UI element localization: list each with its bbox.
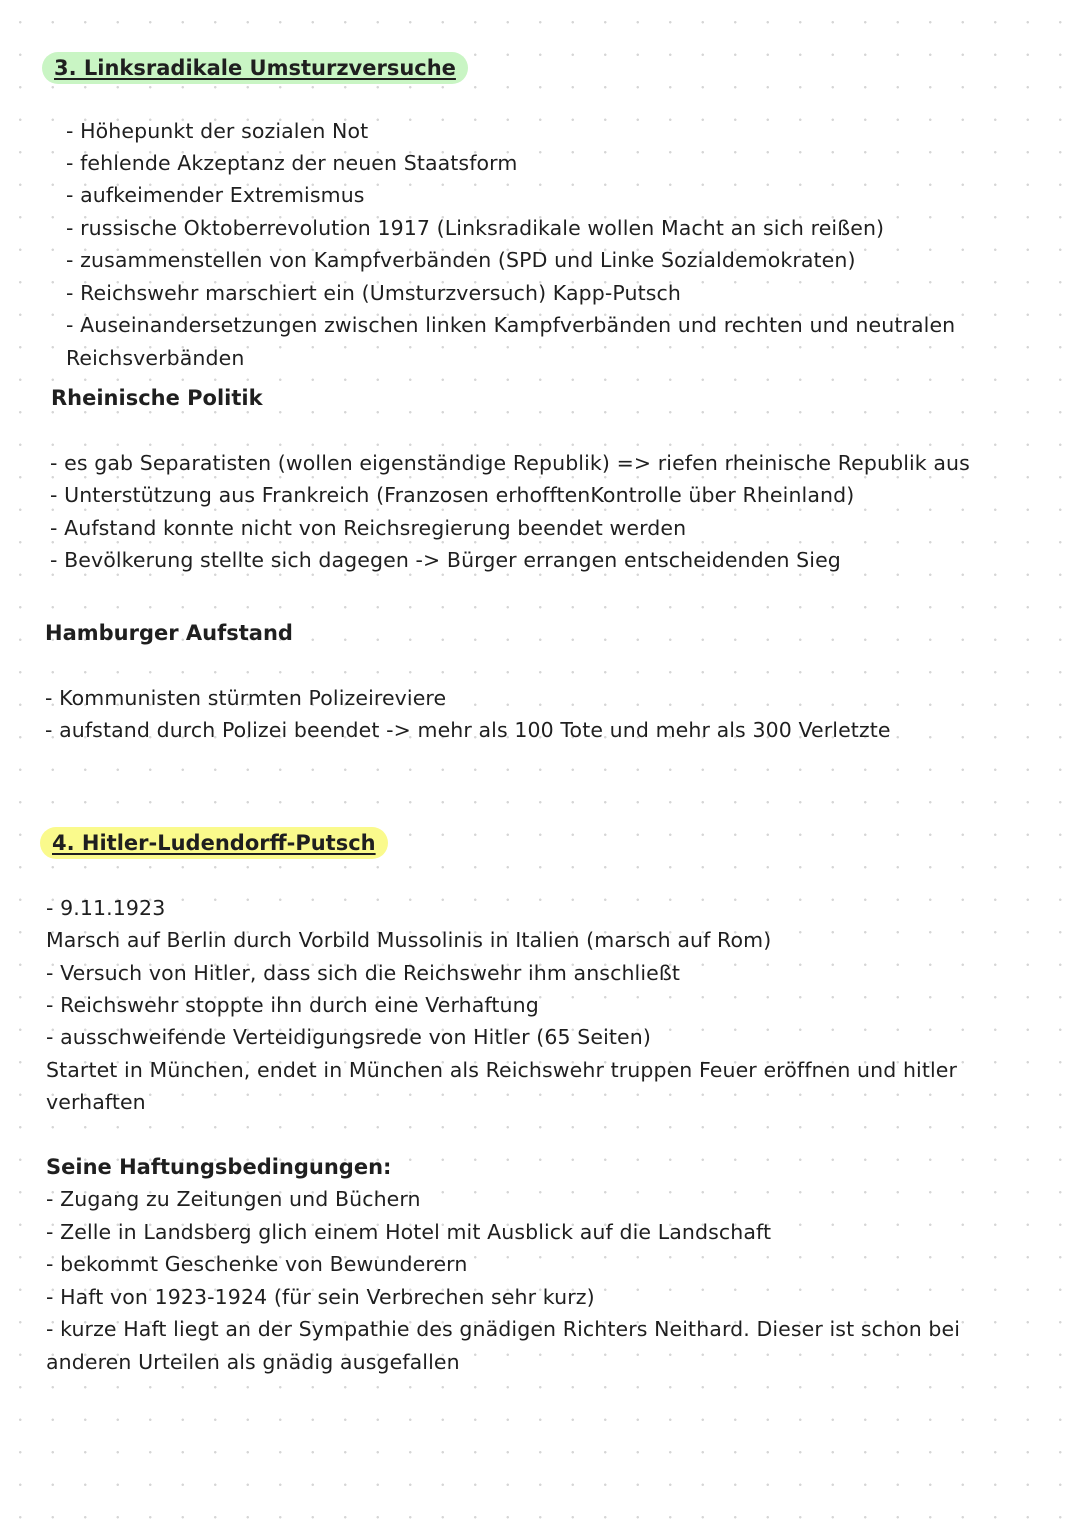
section-4-line: - Reichswehr stoppte ihn durch eine Verhaftung — [46, 993, 539, 1017]
section-3-bullet: - fehlende Akzeptanz der neuen Staatsform — [66, 151, 518, 175]
hamburg-bullet: - aufstand durch Polizei beendet -> mehr als 100 Tote und mehr als 300 Verletzte — [45, 718, 891, 742]
section-3-bullet: - aufkeimender Extremismus — [66, 183, 365, 207]
section-3-bullet: - russische Oktoberrevolution 1917 (Linksradikale wollen Macht an sich reißen) — [66, 216, 885, 240]
section-4-line: - 9.11.1923 — [46, 896, 166, 920]
haft-bullet: - Haft von 1923-1924 (für sein Verbrechen sehr kurz) — [46, 1285, 595, 1309]
hamburg-bullet: - Kommunisten stürmten Polizeireviere — [45, 686, 447, 710]
haft-bullet: - Zugang zu Zeitungen und Büchern — [46, 1187, 421, 1211]
section-3-bullet: - zusammenstellen von Kampfverbänden (SPD und Linke Sozialdemokraten) — [66, 248, 856, 272]
rheinische-title: Rheinische Politik — [51, 386, 263, 410]
section-3-bullet: Reichsverbänden — [66, 346, 245, 370]
section-3-bullet: - Höhepunkt der sozialen Not — [66, 119, 369, 143]
section-4-line: Marsch auf Berlin durch Vorbild Mussolinis in Italien (marsch auf Rom) — [46, 928, 772, 952]
section-4-line: - Versuch von Hitler, dass sich die Reichswehr ihm anschließt — [46, 961, 681, 985]
rheinische-bullet: - Aufstand konnte nicht von Reichsregierung beendet werden — [50, 516, 687, 540]
haft-title: Seine Haftungsbedingungen: — [46, 1155, 392, 1179]
section-4-line: verhaften — [46, 1090, 146, 1114]
rheinische-bullet: - Bevölkerung stellte sich dagegen -> Bürger errangen entscheidenden Sieg — [50, 548, 841, 572]
rheinische-bullet: - es gab Separatisten (wollen eigenständige Republik) => riefen rheinische Republik aus — [50, 451, 970, 475]
section-3-title: 3. Linksradikale Umsturzversuche — [42, 52, 468, 84]
haft-bullet: anderen Urteilen als gnädig ausgefallen — [46, 1350, 460, 1374]
section-3-bullet: - Auseinandersetzungen zwischen linken Kampfverbänden und rechten und neutralen — [66, 313, 956, 337]
section-4-title: 4. Hitler-Ludendorff-Putsch — [40, 827, 388, 859]
haft-bullet: - kurze Haft liegt an der Sympathie des gnädigen Richters Neithard. Dieser ist schon bei — [46, 1317, 961, 1341]
hamburg-title: Hamburger Aufstand — [45, 621, 293, 645]
section-3-bullet: - Reichswehr marschiert ein (Umsturzversuch) Kapp-Putsch — [66, 281, 681, 305]
haft-bullet: - bekommt Geschenke von Bewunderern — [46, 1252, 468, 1276]
rheinische-bullet: - Unterstützung aus Frankreich (Franzosen erhofftenKontrolle über Rheinland) — [50, 483, 855, 507]
section-4-line: - ausschweifende Verteidigungsrede von Hitler (65 Seiten) — [46, 1025, 651, 1049]
haft-bullet: - Zelle in Landsberg glich einem Hotel mit Ausblick auf die Landschaft — [46, 1220, 772, 1244]
section-4-line: Startet in München, endet in München als Reichswehr truppen Feuer eröffnen und hitler — [46, 1058, 958, 1082]
